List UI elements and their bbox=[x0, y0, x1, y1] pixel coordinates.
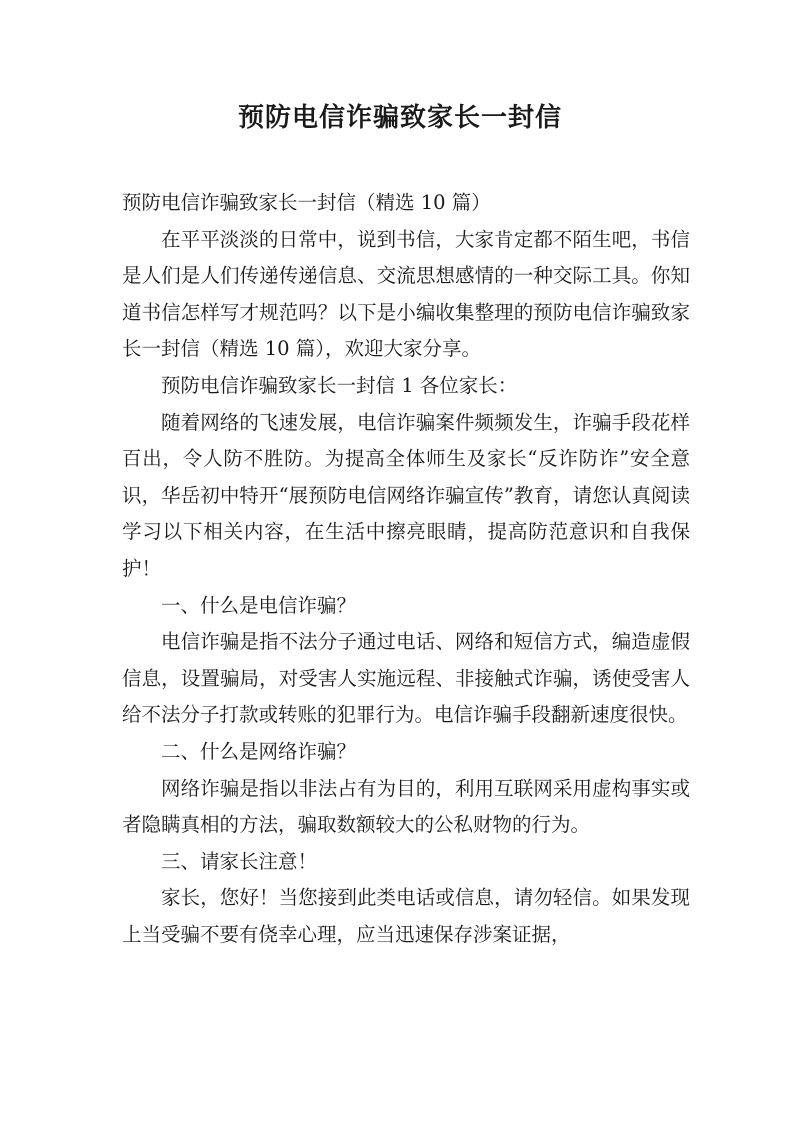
paragraph-letter-opening: 随着网络的飞速发展，电信诈骗案件频频发生，诈骗手段花样百出，令人防不胜防。为提高全体师生及家长“反诈防诈”安全意识，华岳初中特开“展预防电信网络诈骗宣传”教育，请您认真阅读学习以下相关内容，在生活中擦亮眼睛，提高防范意识和自我保护！ bbox=[122, 410, 690, 580]
document-body bbox=[122, 185, 690, 953]
paragraph-telecom-fraud-definition: 电信诈骗是指不法分子通过电话、网络和短信方式，编造虚假信息，设置骗局，对受害人实施远程、非接触式诈骗，诱使受害人给不法分子打款或转账的犯罪行为。电信诈骗手段翻新速度很快。 bbox=[122, 630, 690, 727]
document-subtitle: 预防电信诈骗致家长一封信（精选 10 篇） bbox=[122, 191, 491, 214]
section-heading-parent-notice: 三、请家长注意！ bbox=[161, 849, 318, 873]
section-heading-network-fraud: 二、什么是网络诈骗？ bbox=[161, 739, 357, 763]
paragraph-parent-notice: 家长，您好！当您接到此类电话或信息，请勿轻信。如果发现上当受骗不要有侥幸心理，应当迅速保存涉案证据， bbox=[122, 886, 690, 946]
paragraph-intro: 在平平淡淡的日常中，说到书信，大家肯定都不陌生吧，书信是人们是人们传递传递信息、交流思想感情的一种交际工具。你知道书信怎样写才规范吗？以下是小编收集整理的预防电信诈骗致家长一封信（精选 10 篇），欢迎大家分享。 bbox=[122, 227, 690, 361]
section-heading-telecom-fraud: 一、什么是电信诈骗？ bbox=[161, 593, 357, 617]
paragraph-network-fraud-definition: 网络诈骗是指以非法占有为目的，利用互联网采用虚构事实或者隐瞒真相的方法，骗取数额较大的公私财物的行为。 bbox=[122, 776, 690, 837]
paragraph-letter-heading: 预防电信诈骗致家长一封信 1 各位家长： bbox=[161, 373, 518, 397]
document-title: 预防电信诈骗致家长一封信 bbox=[237, 103, 562, 133]
